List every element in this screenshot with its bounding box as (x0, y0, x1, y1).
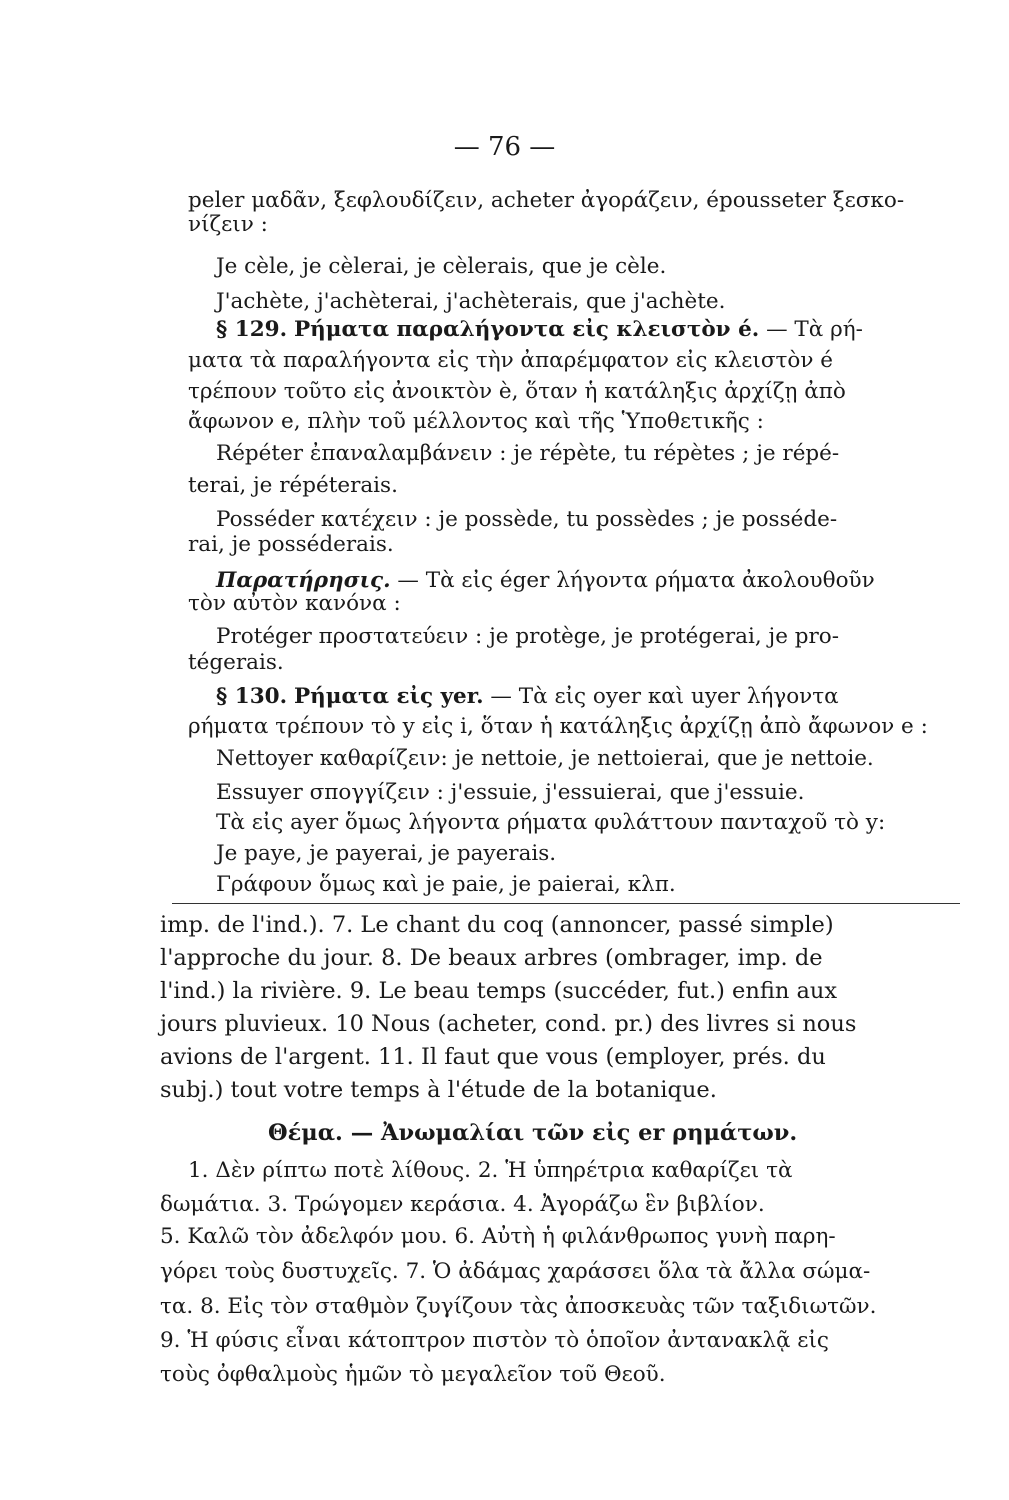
proteger-line-1: Protéger προστατεύειν : je protège, je protégerai, je pro- (216, 624, 840, 649)
repeter-line-2: terai, je répéterais. (188, 473, 398, 498)
section-129-line-2: ματα τὰ παραλήγοντα εἰς τὴν ἀπαρέμφατον εἰς κλειστὸν é (188, 348, 833, 373)
section-130-line-2: ρήματα τρέπουν τὸ y εἰς i, ὅταν ἡ κατάληξις ἀρχίζῃ ἀπὸ ἄφωνον e : (188, 714, 928, 739)
remark-line-1 (216, 570, 875, 592)
section-130-rest: — Τὰ εἰς oyer καὶ uyer λήγοντα (490, 684, 839, 709)
posseder-line-2: rai, je posséderais. (188, 532, 394, 557)
cele-conjugation: Je cèle, je cèlerai, je cèlerais, que je cèle. (216, 254, 667, 279)
theme-line-7: τοὺς ὀφθαλμοὺς ἡμῶν τὸ μεγαλεῖον τοῦ Θεοῦ. (160, 1362, 666, 1387)
exercise-line-5: avions de l'argent. 11. Il faut que vous (employer, prés. du (160, 1044, 826, 1070)
section-130-number: § 130. (216, 684, 288, 709)
posseder-line-1: Posséder κατέχειν : je possède, tu possèdes ; je posséde- (216, 507, 838, 532)
remark-rest: — Τὰ εἰς éger λήγοντα ρήματα ἀκολουθοῦν (397, 568, 875, 593)
intro-line-1: peler μαδᾶν, ξεφλουδίζειν, acheter ἀγοράζειν, épousseter ξεσκο- (188, 188, 905, 213)
exercise-line-2: l'approche du jour. 8. De beaux arbres (ombrager, imp. de (160, 945, 823, 971)
section-divider (172, 903, 960, 904)
paie-line: Γράφουν ὅμως καὶ je paie, je paierai, κλπ. (216, 872, 676, 897)
remark-label: Παρατήρησις. (216, 568, 391, 593)
section-129-title: Ρήματα παραλήγοντα εἰς κλειστὸν é. (293, 317, 760, 342)
exercise-line-3: l'ind.) la rivière. 9. Le beau temps (succéder, fut.) enfin aux (160, 978, 838, 1004)
section-129-number: § 129. (216, 317, 288, 342)
theme-heading: Θέμα. — Ἀνωμαλίαι τῶν εἰς er ρημάτων. (268, 1120, 798, 1146)
theme-line-1: 1. Δὲν ρίπτω ποτὲ λίθους. 2. Ἡ ὑπηρέτρια καθαρίζει τὰ (188, 1158, 793, 1183)
exercise-line-1: imp. de l'ind.). 7. Le chant du coq (annoncer, passé simple) (160, 912, 834, 938)
essuyer-line: Essuyer σπογγίζειν : j'essuie, j'essuierai, que j'essuie. (216, 780, 805, 805)
theme-line-2: δωμάτια. 3. Τρώγομεν κεράσια. 4. Ἀγοράζω ἓν βιβλίον. (160, 1192, 765, 1217)
page-number: — 76 — (453, 132, 556, 162)
ayer-line: Τὰ εἰς ayer ὅμως λήγοντα ρήματα φυλάττουν πανταχοῦ τὸ y: (216, 810, 886, 835)
section-130-title: Ρήματα εἰς yer. (293, 684, 484, 709)
remark-line-2: τὸν αὐτὸν κανόνα : (188, 591, 401, 616)
theme-line-5: τα. 8. Εἰς τὸν σταθμὸν ζυγίζουν τὰς ἀποσκευὰς τῶν ταξιδιωτῶν. (160, 1294, 877, 1319)
repeter-line-1: Répéter ἐπαναλαμβάνειν : je répète, tu répètes ; je répé- (216, 441, 840, 466)
theme-line-6: 9. Ἡ φύσις εἶναι κάτοπτρον πιστὸν τὸ ὁποῖον ἀντανακλᾷ εἰς (160, 1328, 829, 1353)
section-130-heading (216, 686, 839, 708)
paye-line: Je paye, je payerai, je payerais. (216, 841, 557, 866)
section-129-heading (216, 319, 863, 341)
achete-conjugation: J'achète, j'achèterai, j'achèterais, que j'achète. (216, 289, 726, 314)
section-129-line-4: ἄφωνον e, πλὴν τοῦ μέλλοντος καὶ τῆς Ὑποθετικῆς : (188, 409, 764, 434)
exercise-line-6: subj.) tout votre temps à l'étude de la botanique. (160, 1077, 717, 1103)
nettoyer-line: Nettoyer καθαρίζειν: je nettoie, je nettoierai, que je nettoie. (216, 746, 874, 771)
exercise-line-4: jours pluvieux. 10 Nous (acheter, cond. pr.) des livres si nous (160, 1011, 857, 1037)
theme-line-3: 5. Καλῶ τὸν ἀδελφόν μου. 6. Αὐτὴ ἡ φιλάνθρωπος γυνὴ παρη- (160, 1224, 836, 1249)
section-129-line-3: τρέπουν τοῦτο εἰς ἀνοικτὸν è, ὅταν ἡ κατάληξις ἀρχίζῃ ἀπὸ (188, 379, 846, 404)
proteger-line-2: tégerais. (188, 650, 284, 675)
section-129-rest: — Τὰ ρή- (766, 317, 863, 342)
theme-line-4: γόρει τοὺς δυστυχεῖς. 7. Ὁ ἀδάμας χαράσσει ὅλα τὰ ἄλλα σώμα- (160, 1259, 871, 1284)
intro-line-2: νίζειν : (188, 212, 268, 237)
